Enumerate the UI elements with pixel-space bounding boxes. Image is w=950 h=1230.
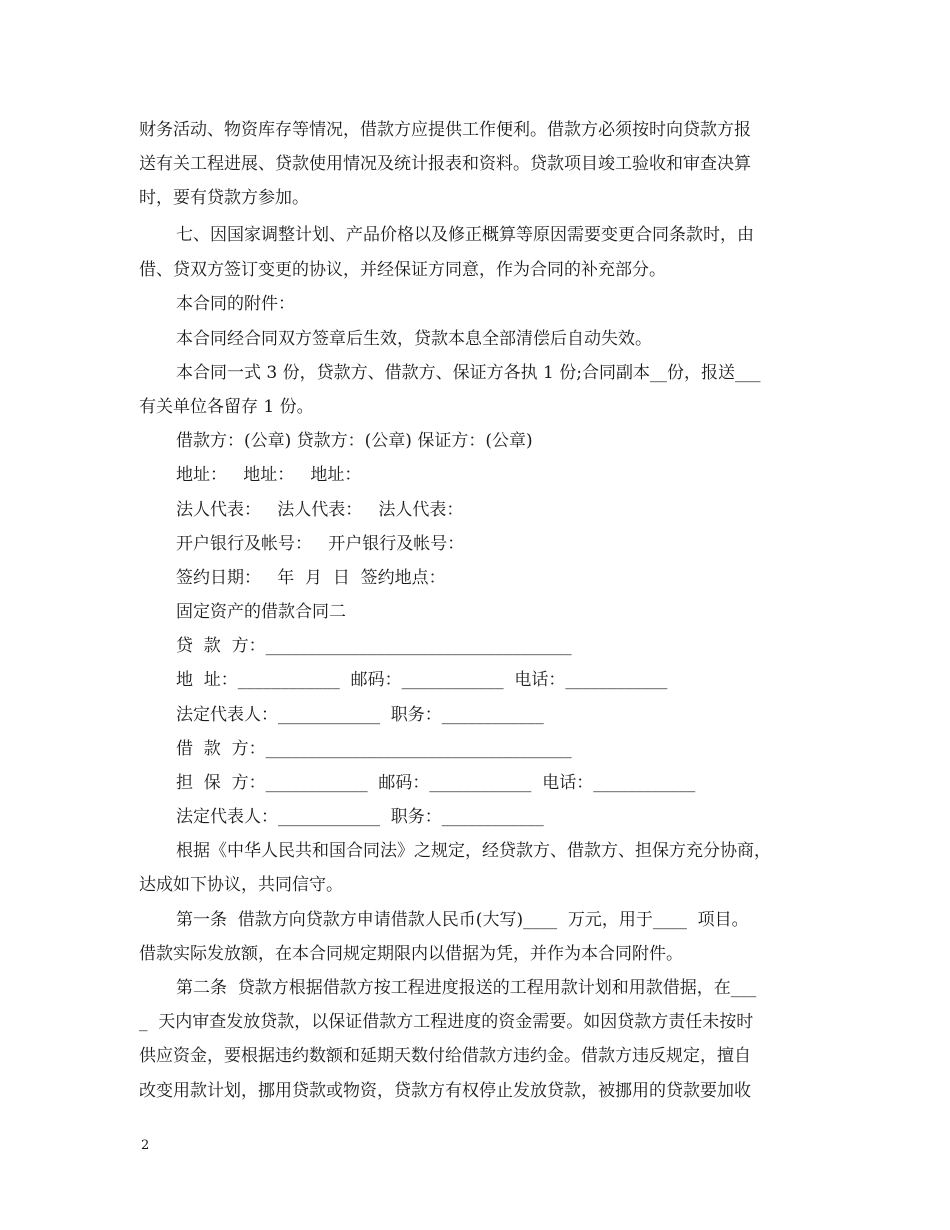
text-line: _ 天内审查发放贷款，以保证借款方工程进度的资金需要。如因贷款方责任未按时 — [139, 1012, 754, 1032]
text-line: 财务活动、物资库存等情况，借款方应提供工作便利。借款方必须按时向贷款方报 — [139, 120, 751, 140]
form-field-borrower: 借 款 方：____________________________________ — [176, 739, 572, 759]
text-line: 地址： 地址： 地址： — [176, 465, 362, 485]
text-line: 本合同的附件： — [176, 294, 295, 314]
form-field-guarantor: 担 保 方：____________ 邮码：____________ 电话：____________ — [176, 773, 696, 793]
text-line: 达成如下协议，共同信守。 — [139, 875, 343, 895]
text-line: 借、贷双方签订变更的协议，并经保证方同意，作为合同的补充部分。 — [139, 260, 666, 280]
text-line: 送有关工程进展、贷款使用情况及统计报表和资料。贷款项目竣工验收和审查决算 — [139, 154, 751, 174]
text-line: 改变用款计划，挪用贷款或物资，贷款方有权停止发放贷款，被挪用的贷款要加收 — [139, 1081, 751, 1101]
text-line: 第二条 贷款方根据借款方按工程进度报送的工程用款计划和用款借据，在___ — [176, 978, 757, 998]
text-line: 时，要有贷款方参加。 — [139, 188, 309, 208]
form-field-legal-rep: 法定代表人：____________ 职务：____________ — [176, 807, 544, 827]
text-line: 开户银行及帐号： 开户银行及帐号： — [176, 534, 465, 554]
text-line: 借款方：(公章) 贷款方：(公章) 保证方：(公章) — [176, 431, 533, 451]
text-line: 七、因国家调整计划、产品价格以及修正概算等原因需要变更合同条款时，由 — [176, 225, 754, 245]
page-number: 2 — [141, 1138, 150, 1153]
text-line: 本合同一式 3 份，贷款方、借款方、保证方各执 1 份;合同副本__份，报送___ — [176, 363, 761, 383]
text-line: 签约日期： 年 月 日 签约地点： — [176, 568, 446, 588]
text-line: 有关单位各留存 1 份。 — [139, 397, 314, 417]
form-field-legal-rep: 法定代表人：____________ 职务：____________ — [176, 705, 544, 725]
text-line: 供应资金，要根据违约数额和延期天数付给借款方违约金。借款方违反规定，擅自 — [139, 1046, 751, 1066]
text-line: 法人代表： 法人代表： 法人代表： — [176, 500, 464, 520]
form-field-address: 地 址：____________ 邮码：____________ 电话：____________ — [176, 670, 668, 690]
text-line: 借款实际发放额，在本合同规定期限内以借据为凭，并作为本合同附件。 — [139, 944, 683, 964]
text-line: 根据《中华人民共和国合同法》之规定，经贷款方、借款方、担保方充分协商， — [176, 841, 771, 861]
form-field-lender: 贷 款 方：____________________________________ — [176, 636, 572, 656]
section-heading: 固定资产的借款合同二 — [176, 602, 346, 622]
text-line: 第一条 借款方向贷款方申请借款人民币(大写)____ 万元，用于____ 项目。 — [176, 910, 749, 930]
text-line: 本合同经合同双方签章后生效，贷款本息全部清偿后自动失效。 — [176, 329, 652, 349]
